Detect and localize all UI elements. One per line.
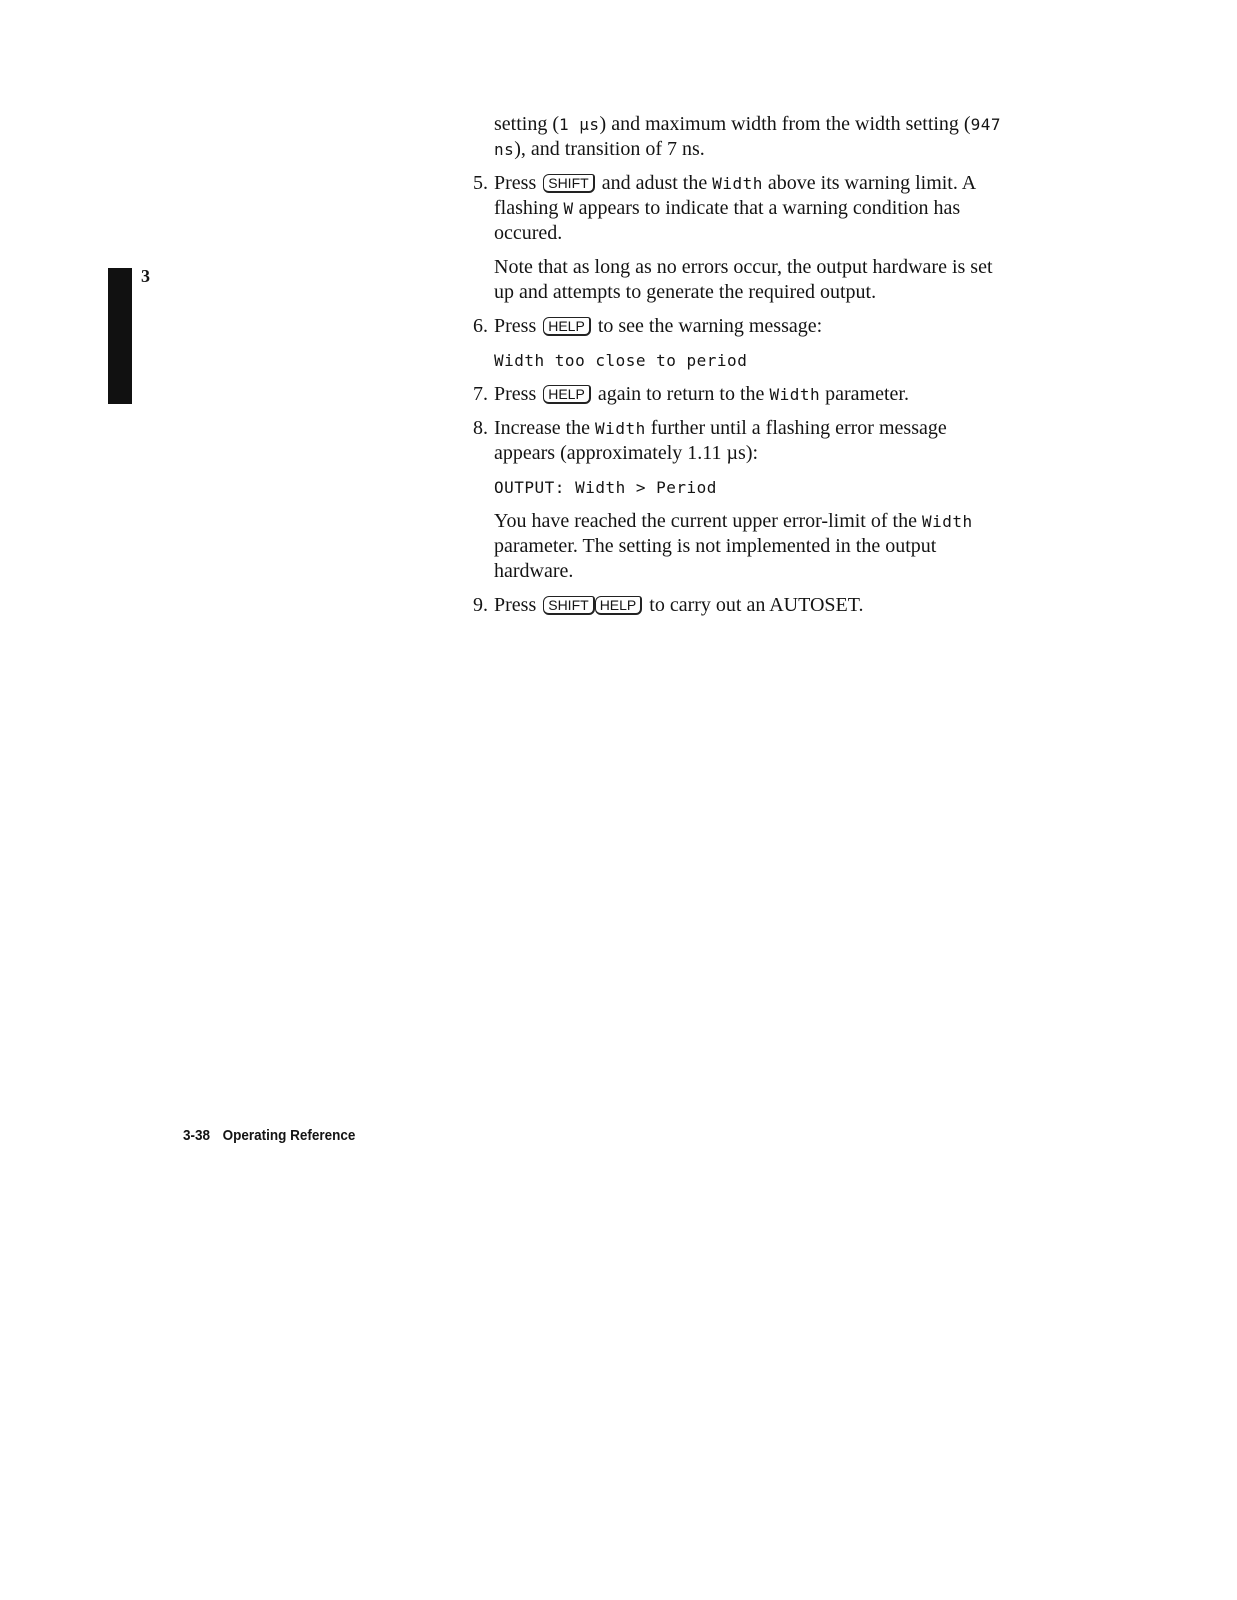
step-number: 6. — [473, 315, 488, 337]
intro-text-2: ) and maximum width from the width setting ( — [599, 113, 971, 135]
intro-value-1: 1 µs — [559, 115, 600, 134]
shift-key: SHIFT — [543, 174, 594, 193]
help-key: HELP — [543, 385, 591, 404]
step-5 — [462, 171, 1007, 246]
step-text: Press — [494, 594, 537, 616]
step-text: to carry out an AUTOSET. — [649, 594, 864, 616]
step-number: 7. — [473, 383, 488, 405]
intro-paragraph — [494, 112, 1007, 162]
chapter-tab-bar — [108, 268, 132, 404]
width-param: Width — [921, 512, 973, 531]
intro-text-1: setting ( — [494, 113, 559, 135]
section-title: Operating Reference — [222, 1127, 356, 1144]
step-text: further until a flashing error message appears (approximately 1.11 µs): — [494, 417, 947, 464]
intro-text-3: ), and transition of 7 ns. — [514, 138, 705, 160]
reached-paragraph — [494, 509, 1007, 584]
chapter-tab-number: 3 — [141, 266, 150, 286]
step-8 — [462, 416, 1007, 466]
shift-key: SHIFT — [543, 596, 594, 615]
warning-message: Width too close to period — [494, 351, 748, 370]
help-key: HELP — [595, 596, 643, 615]
step-text: again to return to the — [597, 383, 765, 405]
step-9 — [462, 593, 1007, 618]
step-text: Press — [494, 172, 537, 194]
reached-text-1: You have reached the current upper error-limit of the — [494, 510, 917, 532]
step-text: and adust the — [601, 172, 708, 194]
help-key: HELP — [543, 317, 591, 336]
intro-value-2: 947 ns — [494, 115, 1001, 159]
step-text: appears to indicate that a warning condition has occured. — [494, 197, 961, 244]
step-text: Press — [494, 315, 537, 337]
step-6 — [462, 314, 1007, 339]
width-param: Width — [595, 419, 646, 438]
warning-indicator: W — [563, 199, 574, 218]
step-number: 8. — [473, 417, 488, 439]
width-param: Width — [769, 385, 821, 404]
note-paragraph: Note that as long as no errors occur, the output hardware is set up and attempts to generate the required output. — [494, 256, 993, 303]
step-text: to see the warning message: — [597, 315, 823, 337]
page-content — [462, 112, 1007, 627]
page-footer — [183, 1127, 355, 1144]
step-text: Press — [494, 383, 537, 405]
step-text: above its warning limit. A flashing — [494, 172, 976, 219]
step-7 — [462, 382, 1007, 407]
step-text: Increase the — [494, 417, 591, 439]
step-number: 5. — [473, 172, 488, 194]
step-number: 9. — [473, 594, 488, 616]
width-param: Width — [712, 174, 763, 193]
page-number: 3-38 — [183, 1127, 211, 1144]
error-message: OUTPUT: Width > Period — [494, 478, 717, 497]
step-text: parameter. — [825, 383, 909, 405]
reached-text-2: parameter. The setting is not implemented in the output hardware. — [494, 535, 937, 582]
